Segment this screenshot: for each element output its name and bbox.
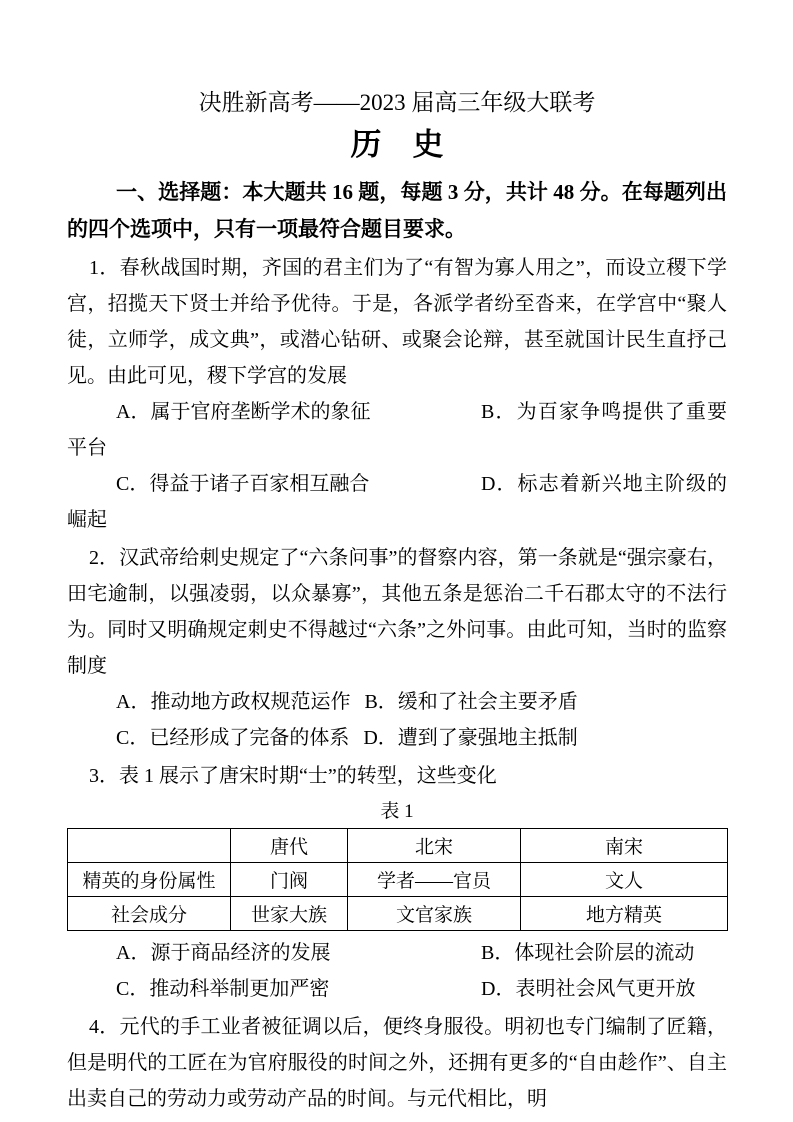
table-1-header-row (68, 829, 728, 863)
question-2-options-ab (67, 684, 727, 720)
table-1-cell-social-northern-song: 文官家族 (348, 897, 521, 931)
question-1-option-a: A．属于官府垄断学术的象征 (116, 401, 371, 423)
question-2-option-b: B．缓和了社会主要矛盾 (364, 691, 578, 713)
subject-heading: 历 史 (350, 127, 444, 162)
question-3-option-c: C．推动科举制更加严密 (116, 978, 330, 1000)
table-1-cell-social-southern-song: 地方精英 (521, 897, 728, 931)
question-3-option-a: A．源于商品经济的发展 (116, 942, 331, 964)
table-1-header-northern-song: 北宋 (348, 829, 521, 863)
table-1-row-social (68, 897, 728, 931)
table-1-row-social-label: 社会成分 (68, 897, 231, 931)
table-1-header-southern-song: 南宋 (521, 829, 728, 863)
question-1-option-d: D．标志着新兴地主阶级的崛起 (67, 473, 727, 531)
table-1-caption: 表 1 (380, 801, 414, 822)
question-3-option-b: B．体现社会阶层的流动 (481, 942, 695, 964)
question-3-option-d: D．表明社会风气更开放 (481, 978, 696, 1000)
exam-title: 决胜新高考——2023 届高三年级大联考 (198, 90, 596, 115)
table-1-cell-identity-northern-song: 学者——官员 (348, 863, 521, 897)
question-1-option-b: B．为百家争鸣提供了重要平台 (67, 401, 727, 459)
question-3-options-ab (67, 935, 727, 971)
table-1-header-empty-cell (68, 829, 231, 863)
question-1-options-cd (67, 466, 727, 538)
question-4-stem: 4．元代的手工业者被征调以后，便终身服役。明初也专门编制了匠籍，但是明代的工匠在为官府服役的时间之外，还拥有更多的“自由趁作”、自主出卖自己的劳动力或劳动产品的时间。与元代相比，明 (67, 1016, 727, 1110)
question-2-option-c: C．已经形成了完备的体系 (116, 727, 350, 749)
table-1-header-tang: 唐代 (231, 829, 348, 863)
table-1-cell-identity-tang: 门阀 (231, 863, 348, 897)
question-1-option-c: C．得益于诸子百家相互融合 (116, 473, 370, 495)
question-2-options-cd (67, 720, 727, 756)
table-1-row-identity (68, 863, 728, 897)
question-3-stem: 3．表 1 展示了唐宋时期“士”的转型，这些变化 (89, 765, 497, 787)
question-2-option-d: D．遭到了豪强地主抵制 (363, 727, 578, 749)
section-1-header: 一、选择题：本大题共 16 题，每题 3 分，共计 48 分。在每题列出的四个选项中，只有一项最符合题目要求。 (67, 180, 727, 241)
table-1-row-identity-label: 精英的身份属性 (68, 863, 231, 897)
question-3-options-cd (67, 971, 727, 1007)
table-1 (67, 828, 728, 931)
table-1-cell-social-tang: 世家大族 (231, 897, 348, 931)
question-2-option-a: A．推动地方政权规范运作 (116, 691, 351, 713)
question-1-options-ab (67, 394, 727, 466)
question-2-stem: 2．汉武帝给刺史规定了“六条问事”的督察内容，第一条就是“强宗豪右，田宅逾制，以强凌弱，以众暴寡”，其他五条是惩治二千石郡太守的不法行为。同时又明确规定刺史不得越过“六条”之外问事。由此可知，当时的监察制度 (67, 547, 727, 677)
question-1-stem: 1．春秋战国时期，齐国的君主们为了“有智为寡人用之”，而设立稷下学宫，招揽天下贤士并给予优待。于是，各派学者纷至沓来，在学宫中“聚人徒，立师学，成文典”，或潜心钻研、或聚会论辩，甚至就国计民生直抒己见。由此可见，稷下学宫的发展 (67, 257, 727, 387)
table-1-cell-identity-southern-song: 文人 (521, 863, 728, 897)
